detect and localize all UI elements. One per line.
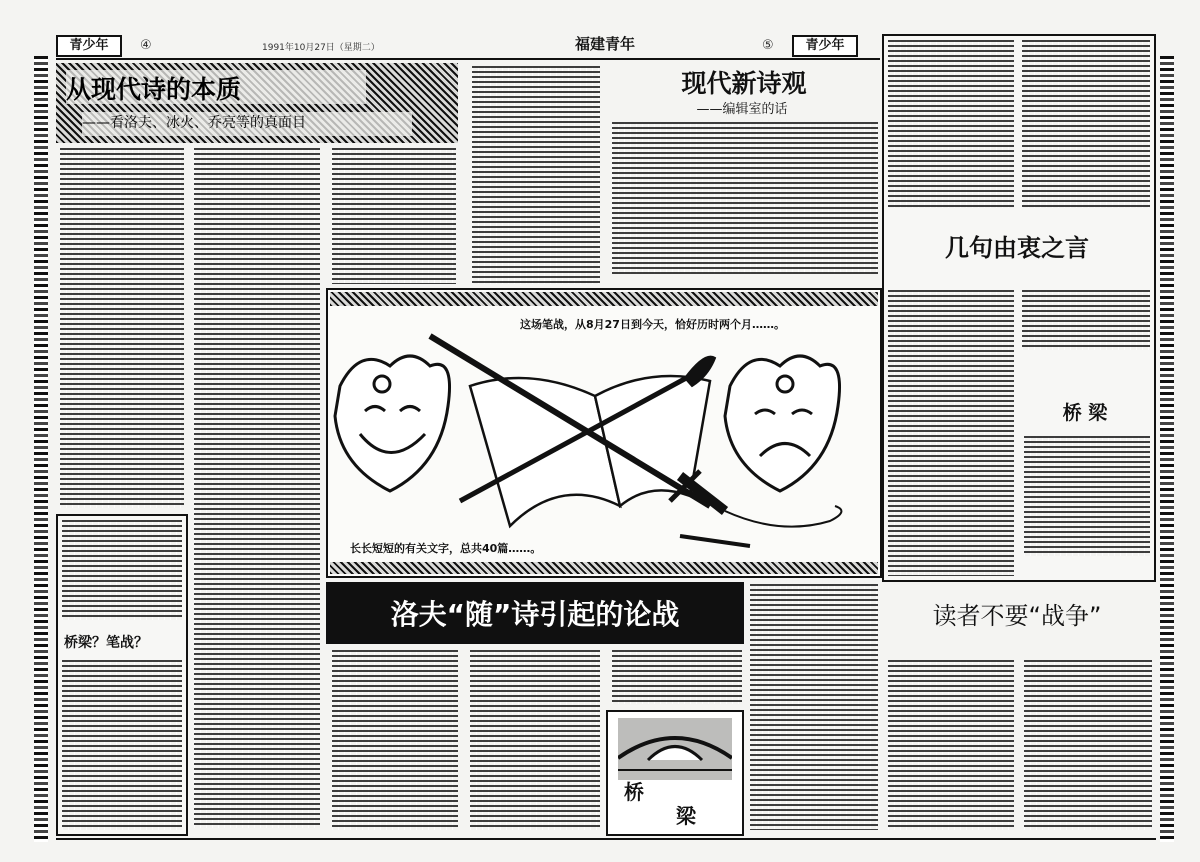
illustration-bottom-band — [330, 562, 878, 574]
left-article-title: 从现代诗的本质 — [66, 70, 366, 104]
illustration-caption-bottom: 长长短短的有关文字，总共40篇……。 — [350, 542, 542, 555]
right-page-number: ⑤ — [762, 38, 774, 53]
bridge-logo-label-1: 桥 — [624, 780, 644, 804]
text-column — [62, 520, 182, 620]
bridge-or-battle-title: 桥梁？笔战？ — [64, 635, 148, 651]
illustration-caption-top: 这场笔战，从8月27日到今天，恰好历时两个月……。 — [520, 318, 785, 331]
readers-no-war-title: 读者不要“战争” — [932, 602, 1102, 630]
left-page-number: ④ — [140, 38, 152, 53]
text-column — [470, 650, 600, 830]
sword-and-pen-illustration — [330, 306, 878, 562]
illustration-top-band — [330, 292, 878, 306]
open-book-icon — [470, 376, 710, 526]
masthead-rule — [56, 58, 880, 60]
text-column — [332, 650, 458, 830]
bridge-icon — [618, 718, 732, 780]
right-section-label: 青少年 — [792, 35, 858, 57]
center-article-title: 现代新诗观 — [681, 69, 807, 98]
left-article-subtitle: ——看洛夫、冰火、乔亮等的真面目 — [82, 112, 412, 136]
text-column — [1024, 660, 1152, 830]
text-column — [612, 122, 878, 274]
bottom-rule — [56, 838, 1156, 840]
bridge-column-title: 桥 梁 — [1062, 402, 1108, 424]
text-column — [888, 660, 1014, 830]
bridge-logo-label-2: 梁 — [676, 804, 696, 828]
text-column — [332, 148, 456, 284]
main-headline: 洛夫“随”诗引起的论战 — [326, 582, 744, 644]
text-column — [60, 148, 184, 508]
text-column — [194, 148, 320, 828]
paper-name: 福建青年 — [574, 35, 635, 53]
text-column — [888, 40, 1014, 208]
text-column — [62, 660, 182, 830]
smiling-face-icon — [335, 356, 450, 491]
text-column — [472, 66, 600, 284]
center-article-subtitle: ——编辑室的话 — [696, 102, 788, 117]
right-top-article-title: 几句由衷之言 — [945, 234, 1089, 262]
text-column — [1024, 436, 1150, 556]
text-column — [1022, 290, 1150, 350]
left-section-label: 青少年 — [56, 35, 122, 57]
text-column — [750, 584, 878, 830]
text-column — [888, 290, 1014, 576]
right-ornamental-border — [1160, 56, 1174, 842]
frowning-face-icon — [725, 356, 840, 491]
text-column — [1022, 40, 1150, 208]
left-ornamental-border — [34, 56, 48, 842]
issue-date: 1991年10月27日（星期二） — [262, 43, 380, 53]
text-column — [612, 650, 742, 704]
